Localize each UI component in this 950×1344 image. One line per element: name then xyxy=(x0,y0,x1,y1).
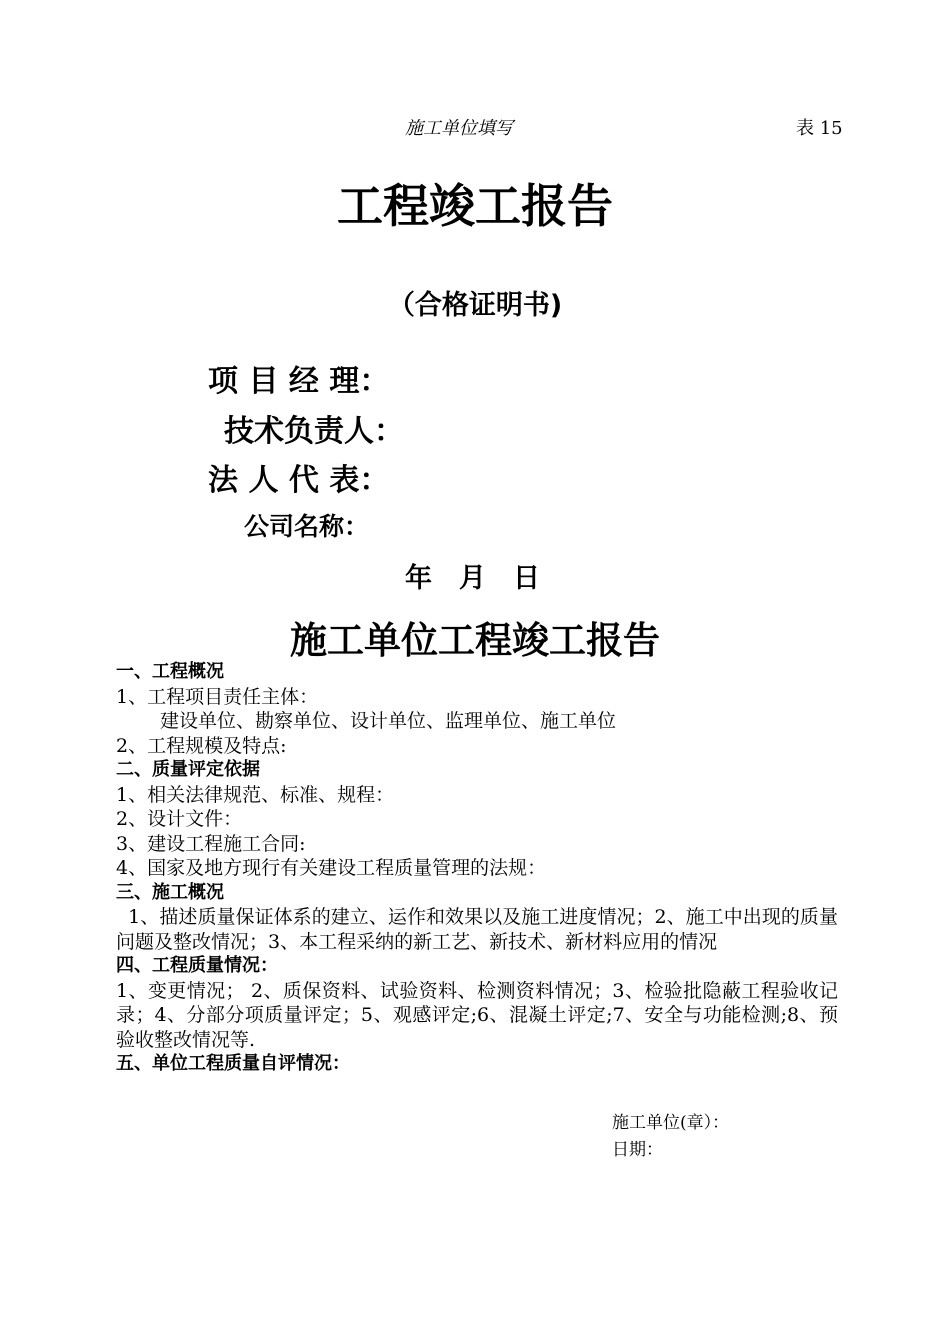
list-item: 1、相关法律规范、标准、规程： xyxy=(116,783,395,806)
section-heading: 四、工程质量情况： xyxy=(116,955,278,976)
tech-lead-label: 技术负责人： xyxy=(224,414,404,449)
list-item: 3、建设工程施工合同: xyxy=(116,832,306,855)
section-heading: 三、施工概况 xyxy=(116,881,224,903)
report-title: 施工单位工程竣工报告 xyxy=(290,619,660,662)
form-number: 表 15 xyxy=(796,118,843,139)
construction-unit-seal-label: 施工单位(章）： xyxy=(612,1113,730,1133)
section-heading: 二、质量评定依据 xyxy=(116,759,260,780)
list-item: 4、国家及地方现行有关建设工程质量管理的法规： xyxy=(116,857,547,879)
report-body xyxy=(116,660,838,1077)
list-item: 1、工程项目责任主体： xyxy=(116,685,319,708)
list-item: 2、设计文件： xyxy=(116,808,243,830)
list-item: 2、工程规模及特点: xyxy=(116,734,287,757)
footer-date-label: 日期： xyxy=(612,1140,663,1160)
section-paragraph: 1、变更情况； 2、质保资料、试验资料、检测资料情况；3、检验批隐蔽工程验收记录；4、分部分项质量评定；5、观感评定;6、混凝土评定;7、安全与功能检测;8、预验收整改情况等. xyxy=(116,979,838,1051)
page-subtitle: （合格证明书) xyxy=(387,290,563,321)
section-heading: 一、工程概况 xyxy=(116,661,224,682)
section-heading: 五、单位工程质量自评情况： xyxy=(116,1053,350,1074)
legal-rep-label: 法 人 代 表： xyxy=(208,463,390,498)
section-paragraph: 1、描述质量保证体系的建立、运作和效果以及施工进度情况；2、施工中出现的质量问题及整改情况；3、本工程采纳的新工艺、新技术、新材料应用的情况 xyxy=(116,906,838,953)
company-name-label: 公司名称： xyxy=(244,512,370,541)
page-title: 工程竣工报告 xyxy=(337,179,613,233)
project-manager-label: 项 目 经 理： xyxy=(208,364,390,399)
header-fill-note: 施工单位填写 xyxy=(405,118,513,139)
date-line: 年 月 日 xyxy=(405,563,540,594)
list-item: 建设单位、勘察单位、设计单位、监理单位、施工单位 xyxy=(160,710,617,732)
